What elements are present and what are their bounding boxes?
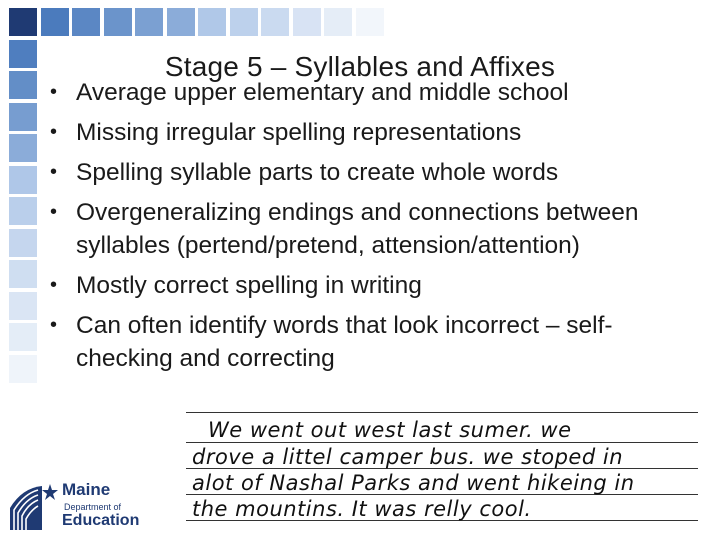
decor-square: [41, 8, 69, 36]
decor-square: [356, 8, 384, 36]
decor-square: [9, 8, 37, 36]
bullet-dot-icon: •: [50, 121, 58, 143]
decor-square: [9, 355, 37, 383]
decor-square: [9, 103, 37, 131]
bullet-dot-icon: •: [50, 314, 58, 336]
bullet-text: Missing irregular spelling representations: [76, 119, 522, 146]
bullet-text: Average upper elementary and middle school: [76, 79, 569, 106]
decor-square: [9, 197, 37, 225]
bullet-text: Can often identify words that look incorrect – self- checking and correcting: [76, 312, 613, 372]
decor-square: [9, 323, 37, 351]
bullet-text: Overgeneralizing endings and connections between syllables (pertend/pretend, attension/attention): [76, 199, 639, 259]
decor-square: [9, 71, 37, 99]
decor-square: [135, 8, 163, 36]
handwriting-sample: [186, 408, 698, 526]
decor-square: [9, 40, 37, 68]
logo-text-maine: Maine: [62, 480, 111, 499]
decor-square: [9, 166, 37, 194]
handwriting-line: alot of Nashal Parks and went hikeing in: [192, 471, 635, 495]
decor-square: [167, 8, 195, 36]
bullet-item: [46, 196, 686, 262]
decor-square: [104, 8, 132, 36]
logo-text-department: Department of: [64, 502, 122, 512]
decor-square: [72, 8, 100, 36]
handwriting-line: drove a littel camper bus. we stoped in: [192, 445, 623, 469]
bullet-item: [46, 116, 686, 149]
bullet-item: [46, 156, 686, 189]
decor-square: [261, 8, 289, 36]
bullet-item: [46, 269, 686, 302]
decor-square: [198, 8, 226, 36]
bullet-text: Mostly correct spelling in writing: [76, 272, 422, 299]
decor-square: [230, 8, 258, 36]
maine-emblem-icon: [8, 480, 58, 532]
handwriting-line: We went out west last sumer. we: [208, 418, 572, 442]
decor-square: [9, 292, 37, 320]
bullet-dot-icon: •: [50, 201, 58, 223]
maine-doe-logo: [8, 478, 158, 534]
ruled-line: [186, 442, 698, 443]
logo-text-education: Education: [62, 512, 140, 529]
bullet-dot-icon: •: [50, 274, 58, 296]
decor-square: [324, 8, 352, 36]
bullet-dot-icon: •: [50, 81, 58, 103]
bullet-text: Spelling syllable parts to create whole words: [76, 159, 559, 186]
decor-square: [9, 260, 37, 288]
slide-title: Stage 5 – Syllables and Affixes: [164, 50, 556, 82]
decor-square: [9, 229, 37, 257]
bullet-item: [46, 309, 686, 375]
bullet-list: [46, 76, 686, 382]
ruled-line: [186, 412, 698, 413]
decor-square: [293, 8, 321, 36]
handwriting-line: the mountins. It was relly cool.: [192, 497, 532, 521]
bullet-dot-icon: •: [50, 161, 58, 183]
decor-square: [9, 134, 37, 162]
bullet-item: [46, 76, 686, 109]
